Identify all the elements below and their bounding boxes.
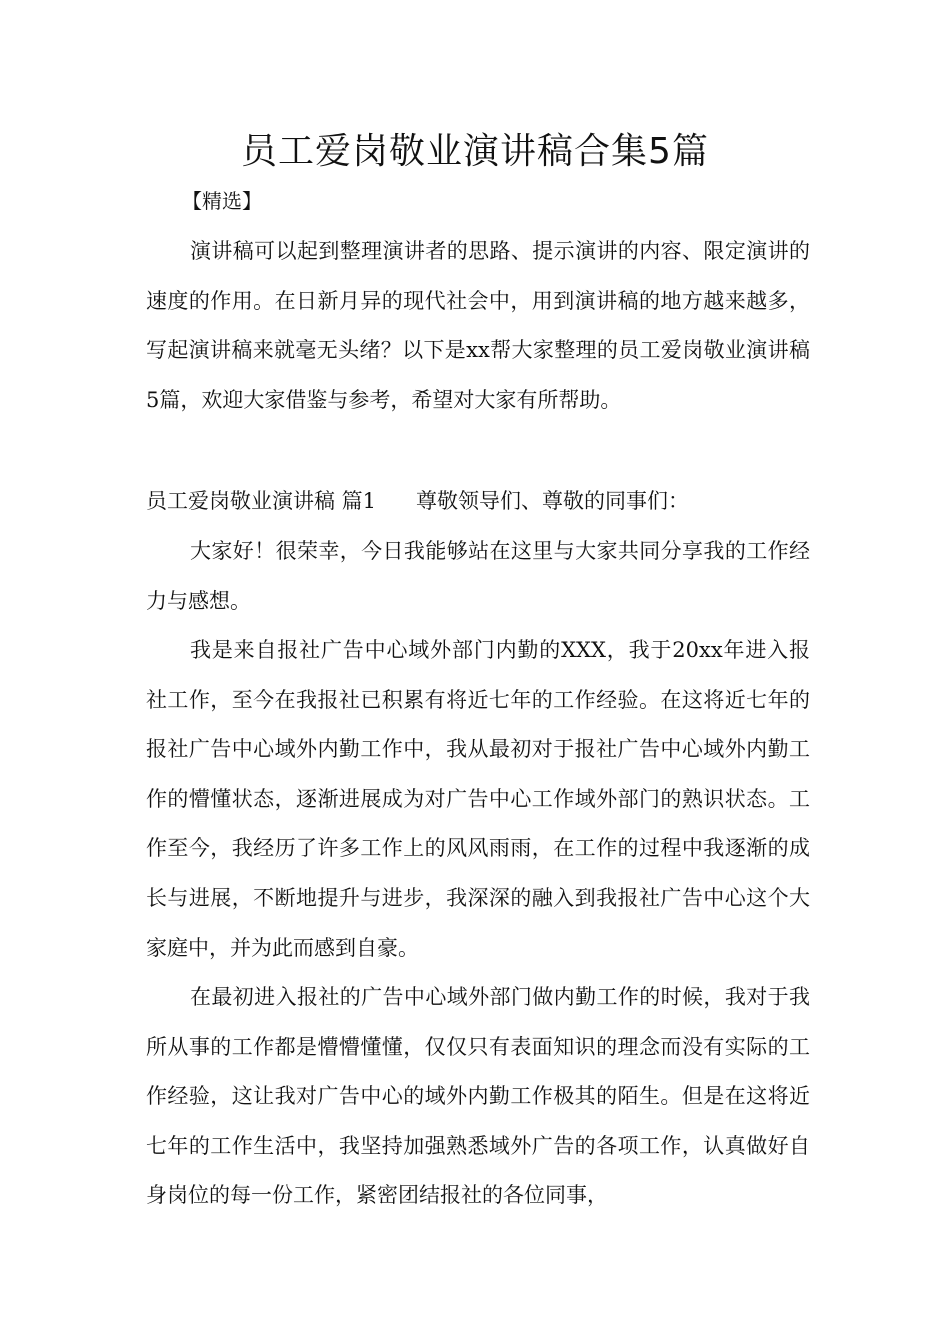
section-heading: 员工爱岗敬业演讲稿 篇1 [146, 489, 377, 513]
body-paragraph-1: 大家好！很荣幸，今日我能够站在这里与大家共同分享我的工作经力与感想。 [146, 539, 810, 613]
section-heading-line [146, 477, 810, 527]
body-paragraph-3: 在最初进入报社的广告中心域外部门做内勤工作的时候，我对于我所从事的工作都是懵懵懂懂，仅仅只有表面知识的理念而没有实际的工作经验，这让我对广告中心的域外内勤工作极其的陌生。但是在这将近七年的工作生活中，我坚持加强熟悉域外广告的各项工作，认真做好自身岗位的每一份工作，紧密团结报社的各位同事， [146, 985, 810, 1208]
selection-tag: 【精选】 [182, 189, 262, 213]
document-title: 员工爱岗敬业演讲稿合集5篇 [241, 131, 709, 172]
body-paragraph-2: 我是来自报社广告中心域外部门内勤的XXX，我于20xx年进入报社工作，至今在我报社已积累有将近七年的工作经验。在这将近七年的报社广告中心域外内勤工作中，我从最初对于报社广告中心域外内勤工作的懵懂状态，逐渐进展成为对广告中心工作域外部门的熟识状态。工作至今，我经历了许多工作上的风风雨雨，在工作的过程中我逐渐的成长与进展，不断地提升与进步，我深深的融入到我报社广告中心这个大家庭中，并为此而感到自豪。 [146, 638, 810, 960]
salutation: 尊敬领导们、尊敬的同事们： [416, 489, 690, 513]
intro-paragraph: 演讲稿可以起到整理演讲者的思路、提示演讲的内容、限定演讲的速度的作用。在日新月异的现代社会中，用到演讲稿的地方越来越多，写起演讲稿来就毫无头绪？以下是xx帮大家整理的员工爱岗敬业演讲稿5篇，欢迎大家借鉴与参考，希望对大家有所帮助。 [146, 239, 810, 412]
